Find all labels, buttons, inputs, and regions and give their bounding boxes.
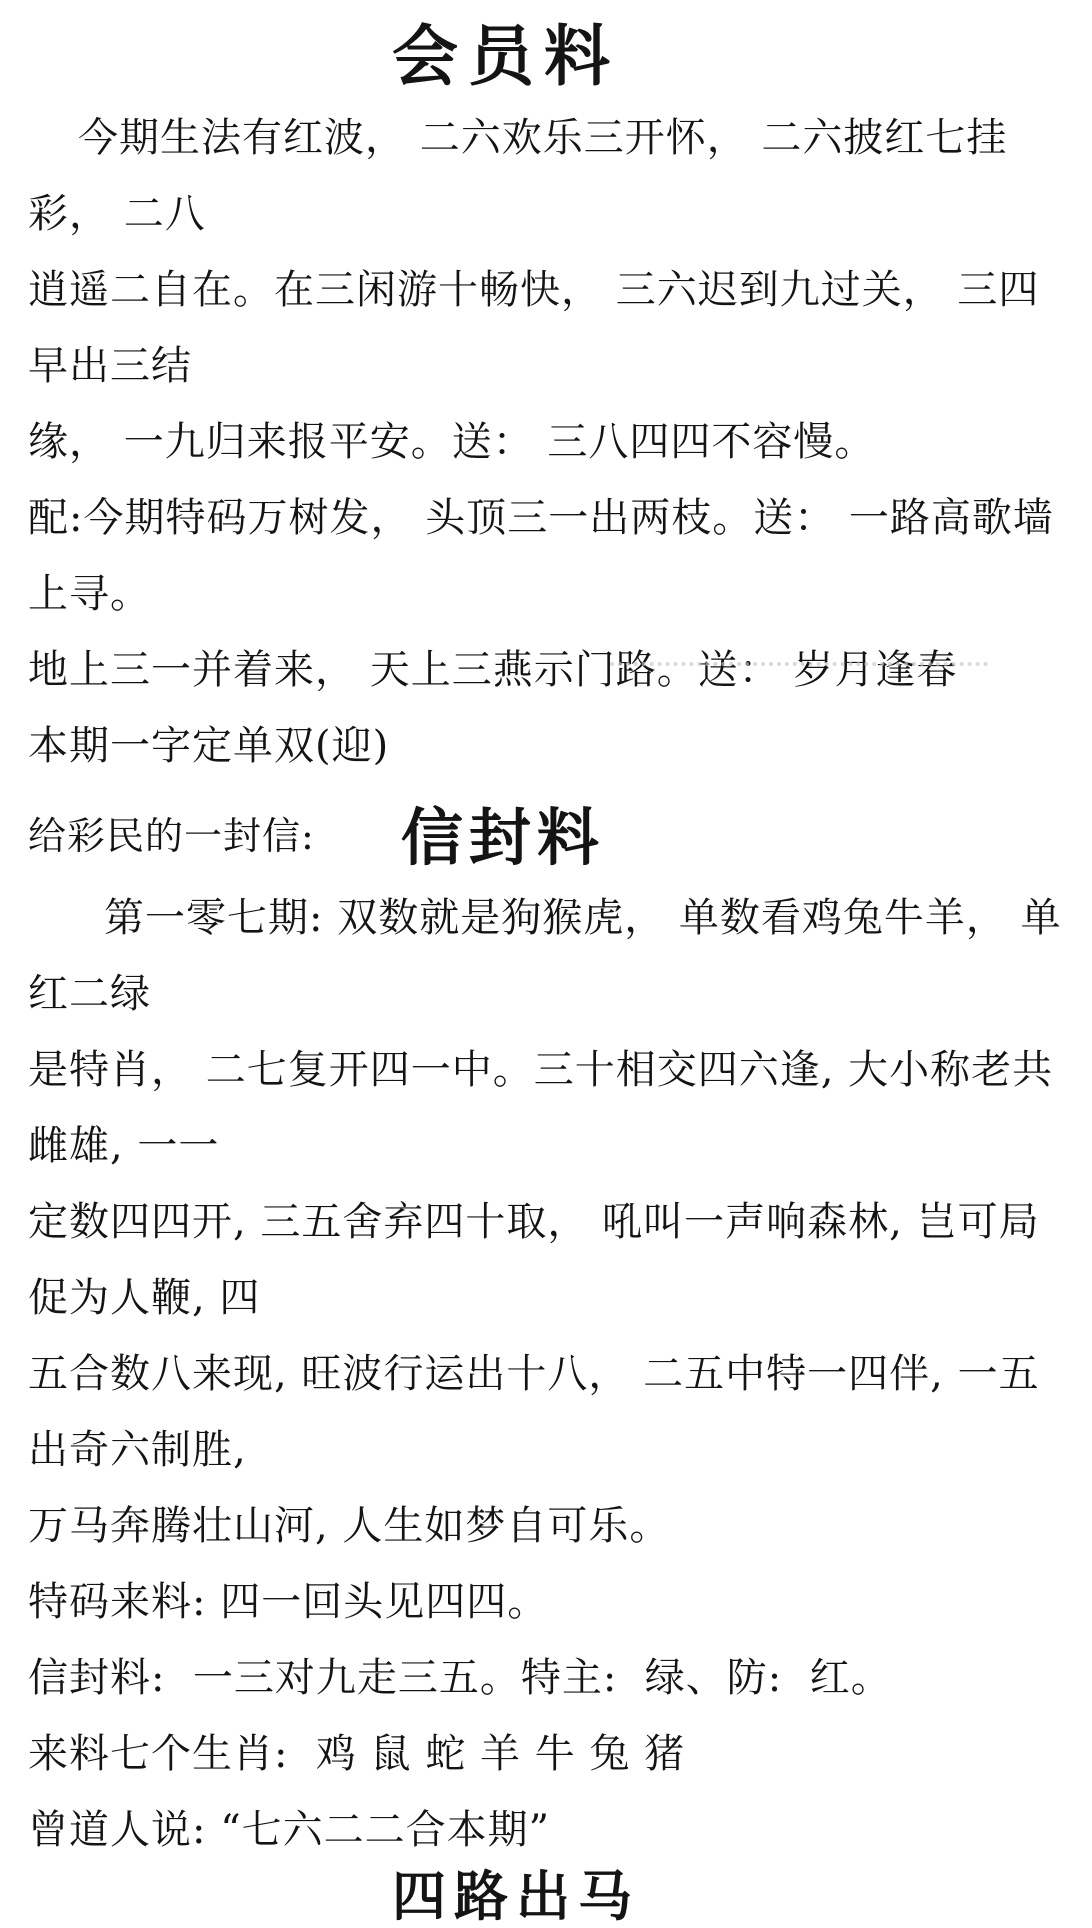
envelope-line-3: 定数四四开, 三五舍弃四十取， 吼叫一声响森林, 岂可局促为人鞭, 四 [28, 1199, 1040, 1321]
scan-noise-artifact [610, 662, 988, 666]
member-section [0, 100, 1092, 784]
envelope-section-title: 信封料 [400, 800, 605, 874]
envelope-line-2: 是特肖， 二七复开四一中。三十相交四六逢, 大小称老共雌雄, 一一 [28, 1047, 1054, 1169]
member-line-3: 缘， 一九归来报平安。送： 三八四四不容慢。 [28, 419, 876, 465]
main-title: 会员料 [392, 17, 620, 95]
letter-to-punters-label: 给彩民的一封信: [28, 813, 315, 858]
envelope-line-5: 万马奔腾壮山河, 人生如梦自可乐。 [28, 1503, 671, 1549]
member-line-5: 地上三一并着来， 天上三燕示门路。送： 岁月逢春 [28, 647, 958, 693]
envelope-section [0, 880, 1092, 1564]
lottery-tips-sheet [0, 12, 1092, 1928]
zodiac-line: 来料七个生肖: 鸡 鼠 蛇 羊 牛 兔 猪 [28, 1731, 686, 1777]
member-line-2: 逍遥二自在。在三闲游十畅快， 三六迟到九过关， 三四早出三结 [28, 267, 1040, 389]
member-line-6: 本期一字定单双(迎) [28, 723, 390, 769]
envelope-tip-line: 信封料: 一三对九走三五。特主: 绿、防: 红。 [28, 1655, 892, 1701]
special-code-line: 特码来料: 四一回头见四四。 [28, 1579, 549, 1625]
zeng-quote-line: 曾道人说: “七六二二合本期” [28, 1807, 551, 1853]
envelope-heading-row [28, 784, 1092, 880]
envelope-line-4: 五合数八来现, 旺波行运出十八， 二五中特一四伴, 一五出奇六制胜, [28, 1351, 1040, 1473]
envelope-line-1: 第一零七期: 双数就是狗猴虎， 单数看鸡兔牛羊， 单红二绿 [28, 895, 1062, 1017]
member-line-1: 今期生法有红波， 二六欢乐三开怀， 二六披红七挂彩， 二八 [28, 115, 1008, 237]
bottom-title: 四路出马 [392, 1864, 640, 1928]
member-line-4: 配:今期特码万树发， 头顶三一出两枝。送： 一路高歌墙上寻。 [28, 495, 1054, 617]
